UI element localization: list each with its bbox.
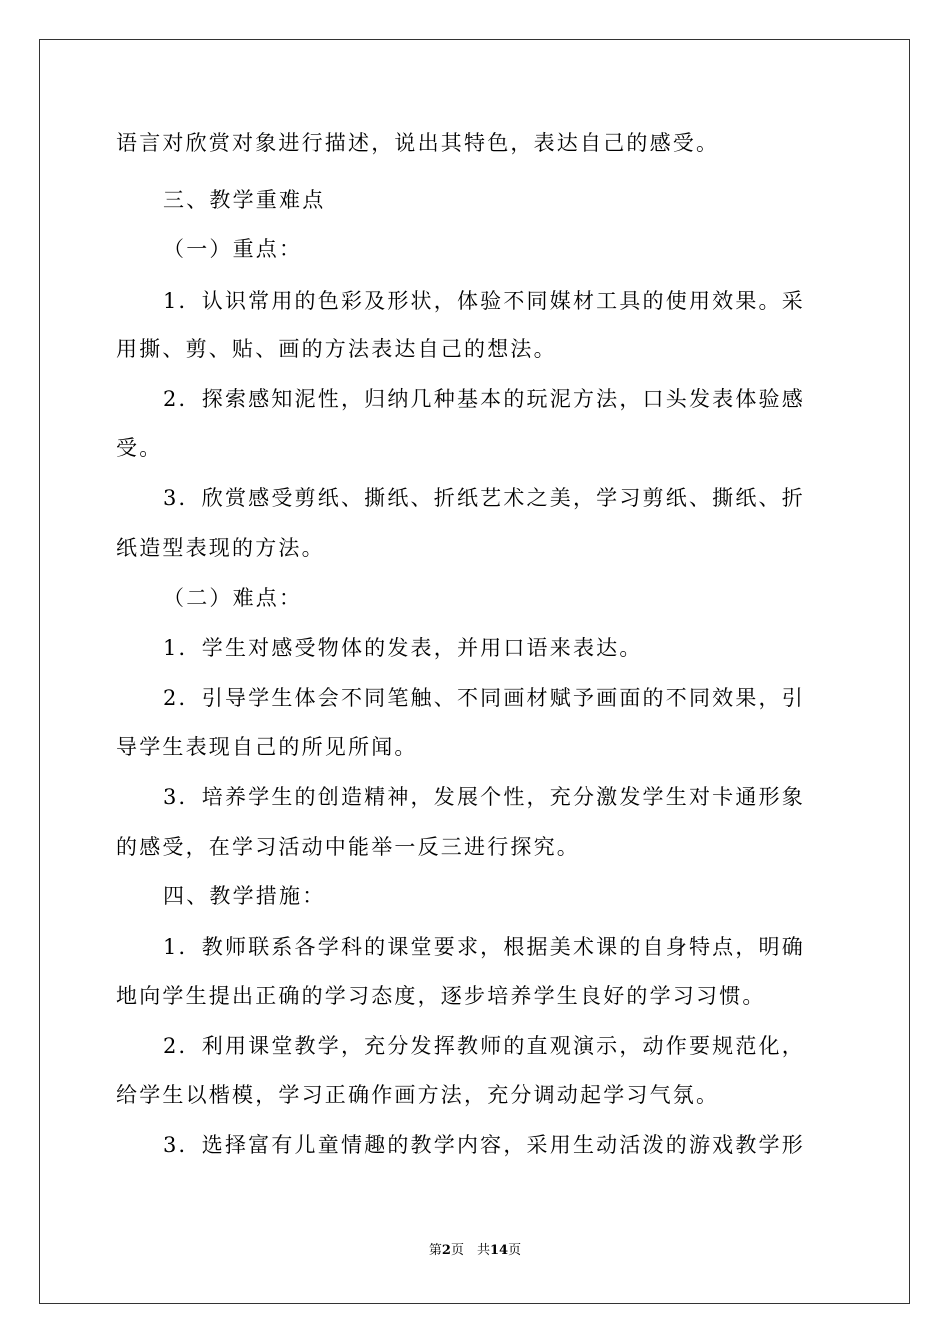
text-line: 2．探索感知泥性，归纳几种基本的玩泥方法，口头发表体验感 [163, 387, 805, 411]
text-line: 3．选择富有儿童情趣的教学内容，采用生动活泼的游戏教学形 [163, 1133, 805, 1157]
text-line: 地向学生提出正确的学习态度，逐步培养学生良好的学习习惯。 [116, 984, 766, 1008]
text-line: 1．教师联系各学科的课堂要求，根据美术课的自身特点，明确 [163, 935, 805, 959]
subsection-heading: （一）重点： [163, 237, 303, 261]
page-border [39, 39, 910, 1304]
text-line: 导学生表现自己的所见所闻。 [116, 735, 418, 759]
text-line: 纸造型表现的方法。 [116, 536, 325, 560]
text-line: 给学生以楷模，学习正确作画方法，充分调动起学习气氛。 [116, 1083, 720, 1107]
page-number-current: 2 [441, 1243, 451, 1258]
text-line: 2．引导学生体会不同笔触、不同画材赋予画面的不同效果，引 [163, 686, 805, 710]
page-number-total: 14 [489, 1243, 509, 1258]
page-number-mid: 页 共 [450, 1243, 490, 1258]
subsection-heading: （二）难点： [163, 586, 303, 610]
text-line: 受。 [116, 436, 163, 460]
text-line: 3．欣赏感受剪纸、撕纸、折纸艺术之美，学习剪纸、撕纸、折 [163, 486, 805, 510]
text-line: 的感受，在学习活动中能举一反三进行探究。 [116, 835, 580, 859]
section-heading: 四、教学措施： [163, 884, 326, 908]
text-line: 1．认识常用的色彩及形状，体验不同媒材工具的使用效果。采 [163, 289, 805, 313]
text-line: 1．学生对感受物体的发表，并用口语来表达。 [163, 636, 643, 660]
section-heading: 三、教学重难点 [163, 188, 326, 212]
text-line: 语言对欣赏对象进行描述，说出其特色，表达自己的感受。 [116, 131, 720, 155]
page-number-suffix: 页 [508, 1243, 522, 1258]
text-line: 2．利用课堂教学，充分发挥教师的直观演示，动作要规范化， [163, 1034, 805, 1058]
text-line: 3．培养学生的创造精神，发展个性，充分激发学生对卡通形象 [163, 785, 805, 809]
text-line: 用撕、剪、贴、画的方法表达自己的想法。 [116, 337, 557, 361]
page-footer [0, 1242, 950, 1260]
page-number-prefix: 第 [428, 1243, 442, 1258]
